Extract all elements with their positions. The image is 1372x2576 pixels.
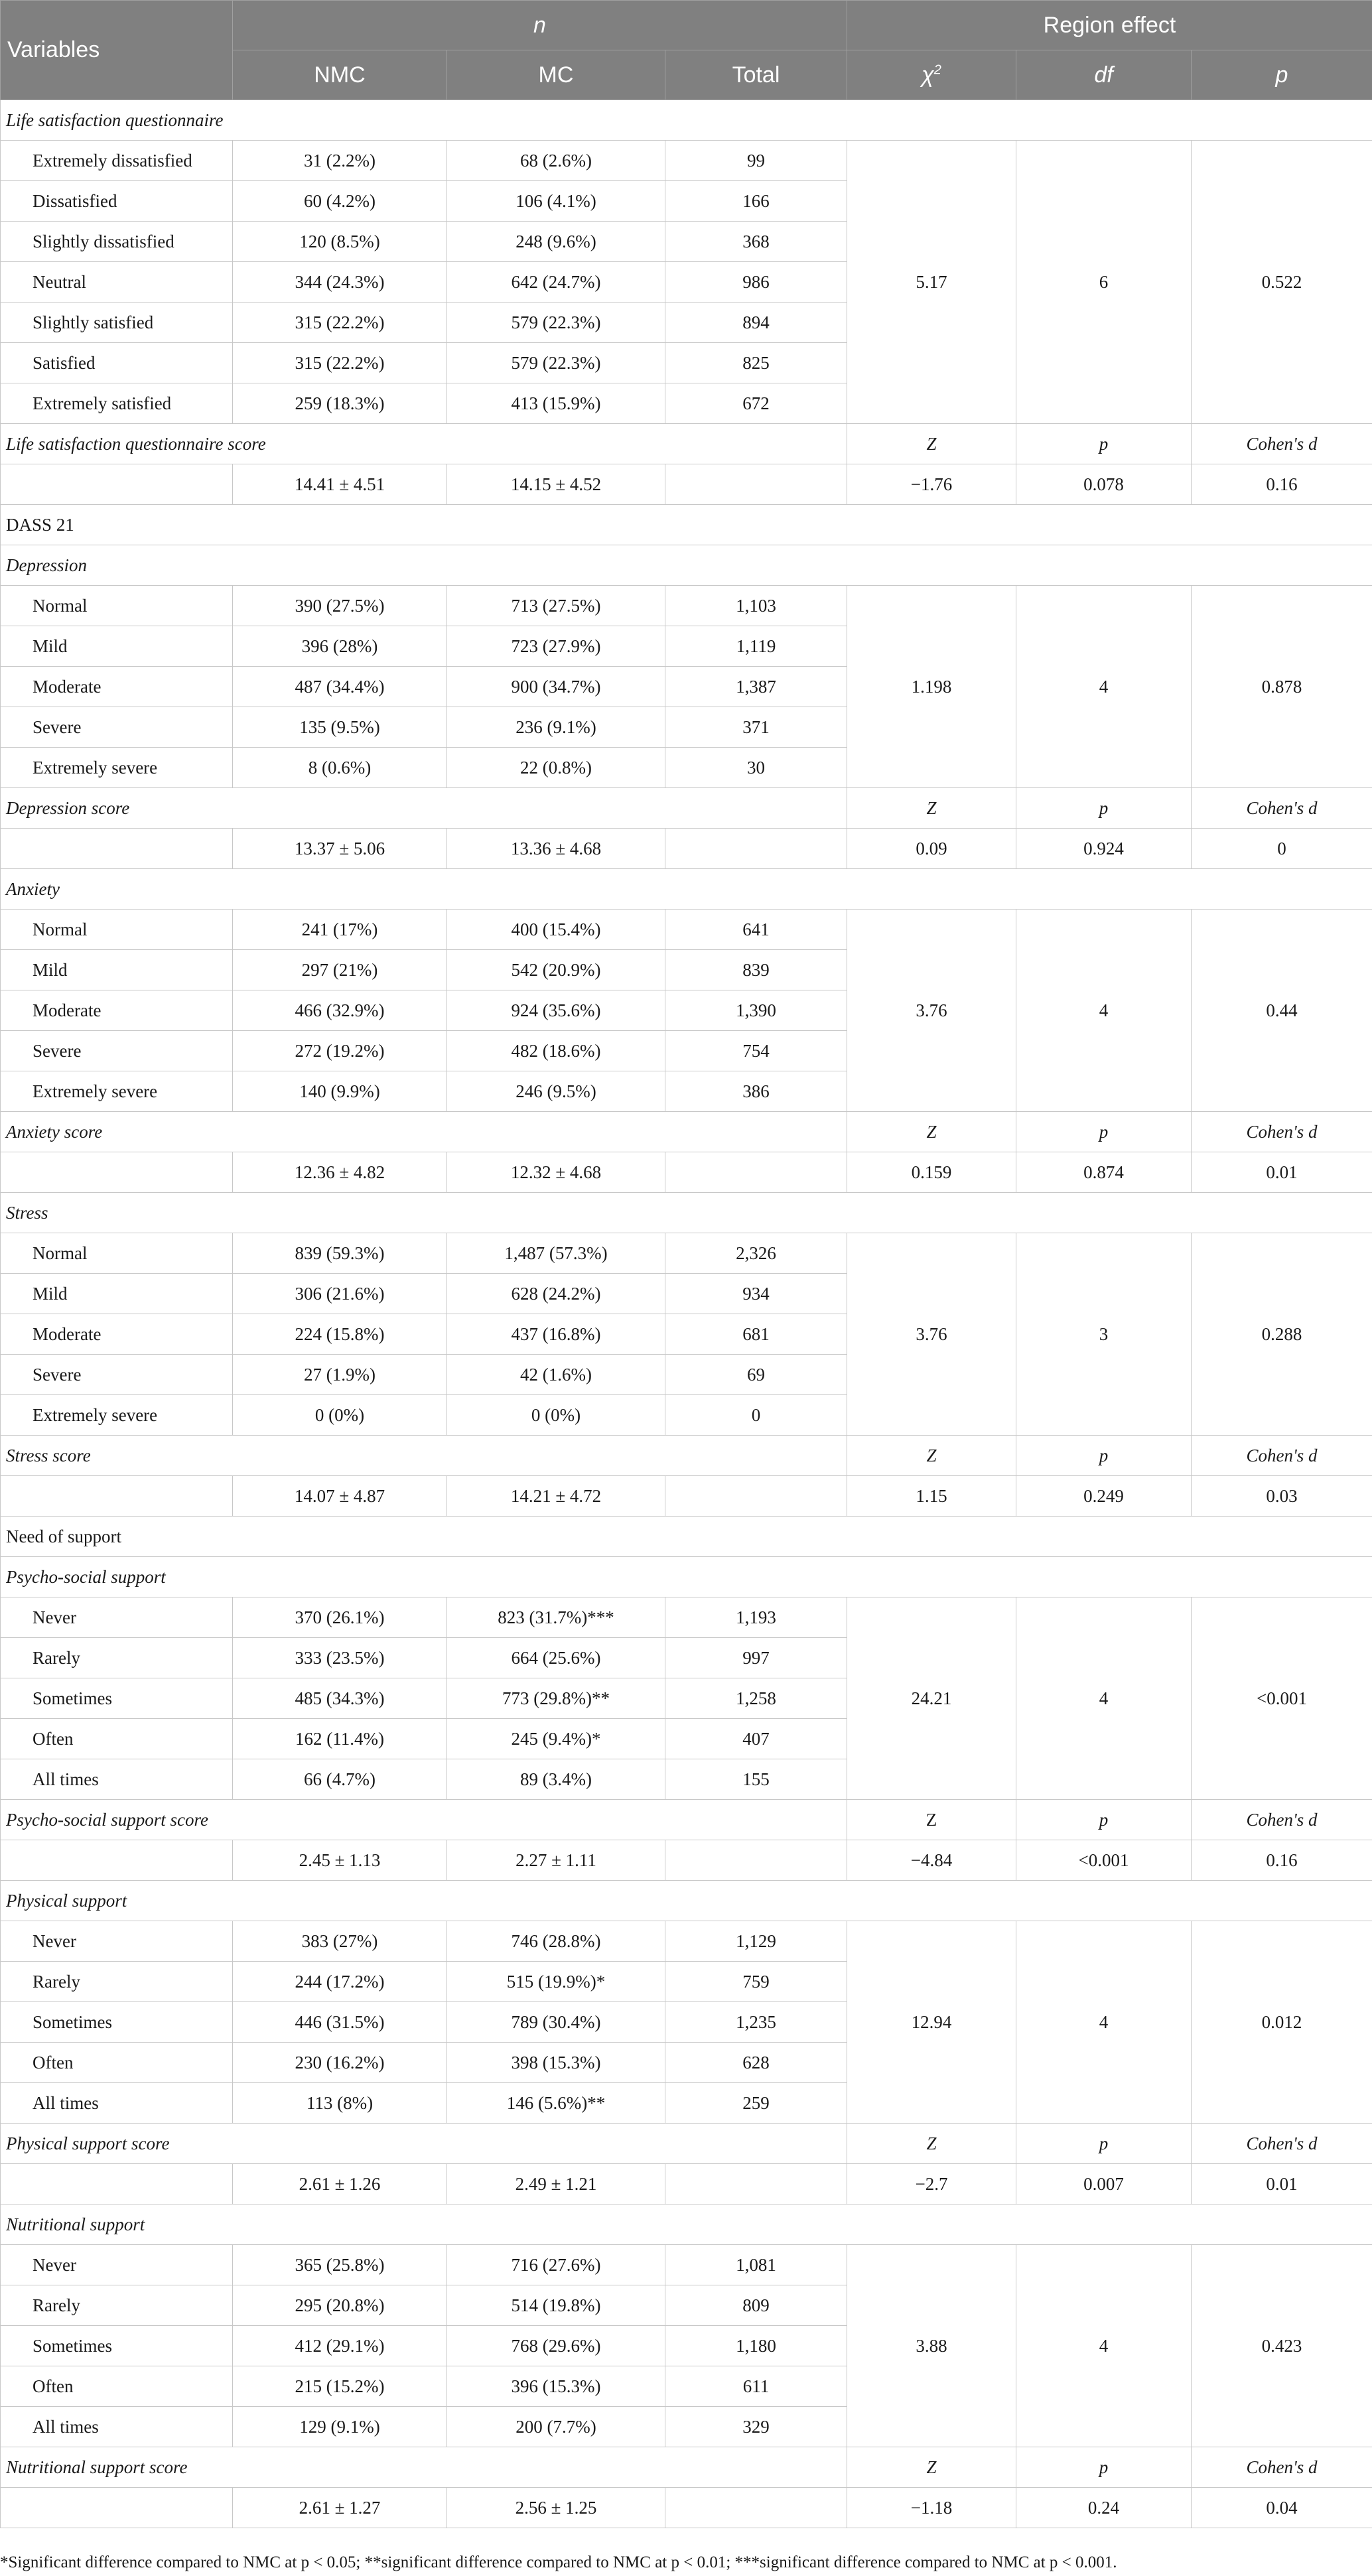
score-p: 0.24 — [1016, 2488, 1192, 2528]
cell-total: 0 — [665, 1395, 847, 1436]
score-mc: 2.49 ± 1.21 — [447, 2164, 665, 2204]
cell-mc: 42 (1.6%) — [447, 1355, 665, 1395]
cell-nmc: 230 (16.2%) — [233, 2043, 447, 2083]
cell-mc: 746 (28.8%) — [447, 1921, 665, 1962]
cell-nmc: 129 (9.1%) — [233, 2407, 447, 2447]
score-empty-total — [665, 829, 847, 869]
score-header-z: Z — [847, 788, 1016, 829]
cell-total: 371 — [665, 707, 847, 748]
cell-mc: 823 (31.7%)*** — [447, 1597, 665, 1638]
score-header-p: p — [1016, 424, 1192, 464]
row-label: Sometimes — [1, 2002, 233, 2043]
score-header-row — [1, 424, 1372, 464]
cell-total: 166 — [665, 181, 847, 222]
cell-nmc: 27 (1.9%) — [233, 1355, 447, 1395]
cell-mc: 245 (9.4%)* — [447, 1719, 665, 1759]
score-header-cohens-d: Cohen's d — [1192, 1112, 1372, 1152]
score-header-p: p — [1016, 1800, 1192, 1840]
header-chi2 — [847, 50, 1016, 100]
score-empty-total — [665, 1152, 847, 1193]
table-row — [1, 586, 1372, 626]
cell-mc: 900 (34.7%) — [447, 667, 665, 707]
section-title: DASS 21 — [1, 505, 1372, 545]
score-mc: 2.56 ± 1.25 — [447, 2488, 665, 2528]
score-header-cohens-d: Cohen's d — [1192, 1436, 1372, 1476]
cell-chi2: 24.21 — [847, 1597, 1016, 1800]
row-label: Mild — [1, 1274, 233, 1314]
cell-chi2: 3.88 — [847, 2245, 1016, 2447]
cell-nmc: 315 (22.2%) — [233, 343, 447, 383]
cell-nmc: 295 (20.8%) — [233, 2285, 447, 2326]
cell-total: 259 — [665, 2083, 847, 2124]
cell-total: 1,387 — [665, 667, 847, 707]
row-label: Never — [1, 1921, 233, 1962]
cell-mc: 68 (2.6%) — [447, 141, 665, 181]
cell-mc: 579 (22.3%) — [447, 343, 665, 383]
cell-total: 628 — [665, 2043, 847, 2083]
cell-total: 1,119 — [665, 626, 847, 667]
cell-total: 759 — [665, 1962, 847, 2002]
score-label: Stress score — [1, 1436, 847, 1476]
cell-total: 1,180 — [665, 2326, 847, 2366]
cell-mc: 246 (9.5%) — [447, 1071, 665, 1112]
header-n: n — [233, 1, 847, 50]
row-label: Often — [1, 2366, 233, 2407]
score-cohens-d: 0.16 — [1192, 464, 1372, 505]
row-label: Extremely severe — [1, 1395, 233, 1436]
section-header-row — [1, 1557, 1372, 1597]
cell-nmc: 272 (19.2%) — [233, 1031, 447, 1071]
cell-total: 825 — [665, 343, 847, 383]
header-region-effect: Region effect — [847, 1, 1372, 50]
score-header-z: Z — [847, 2124, 1016, 2164]
cell-df: 4 — [1016, 910, 1192, 1112]
score-cohens-d: 0.01 — [1192, 1152, 1372, 1193]
cell-mc: 768 (29.6%) — [447, 2326, 665, 2366]
cell-p: <0.001 — [1192, 1597, 1372, 1800]
cell-df: 4 — [1016, 586, 1192, 788]
score-cohens-d: 0 — [1192, 829, 1372, 869]
score-nmc: 14.41 ± 4.51 — [233, 464, 447, 505]
score-cohens-d: 0.03 — [1192, 1476, 1372, 1517]
section-header-row — [1, 545, 1372, 586]
cell-total: 894 — [665, 303, 847, 343]
score-empty-label — [1, 1152, 233, 1193]
row-label: Sometimes — [1, 1678, 233, 1719]
cell-nmc: 60 (4.2%) — [233, 181, 447, 222]
header-chi2-symbol: χ — [922, 62, 934, 88]
score-header-cohens-d: Cohen's d — [1192, 1800, 1372, 1840]
header-mc: MC — [447, 50, 665, 100]
cell-total: 1,103 — [665, 586, 847, 626]
score-nmc: 12.36 ± 4.82 — [233, 1152, 447, 1193]
score-value-row — [1, 2164, 1372, 2204]
score-z: 0.159 — [847, 1152, 1016, 1193]
score-p: 0.924 — [1016, 829, 1192, 869]
cell-nmc: 839 (59.3%) — [233, 1233, 447, 1274]
cell-total: 1,081 — [665, 2245, 847, 2285]
score-value-row — [1, 1840, 1372, 1881]
cell-mc: 579 (22.3%) — [447, 303, 665, 343]
score-header-row — [1, 2124, 1372, 2164]
cell-mc: 400 (15.4%) — [447, 910, 665, 950]
cell-mc: 437 (16.8%) — [447, 1314, 665, 1355]
score-empty-label — [1, 1840, 233, 1881]
cell-nmc: 306 (21.6%) — [233, 1274, 447, 1314]
row-label: Moderate — [1, 1314, 233, 1355]
cell-p: 0.423 — [1192, 2245, 1372, 2447]
row-label: Mild — [1, 950, 233, 990]
header-p: p — [1192, 50, 1372, 100]
cell-total: 155 — [665, 1759, 847, 1800]
cell-mc: 716 (27.6%) — [447, 2245, 665, 2285]
score-p: <0.001 — [1016, 1840, 1192, 1881]
score-header-z: Z — [847, 1800, 1016, 1840]
row-label: Extremely satisfied — [1, 383, 233, 424]
row-label: Severe — [1, 1355, 233, 1395]
cell-nmc: 66 (4.7%) — [233, 1759, 447, 1800]
score-header-z: Z — [847, 1112, 1016, 1152]
cell-mc: 628 (24.2%) — [447, 1274, 665, 1314]
cell-nmc: 120 (8.5%) — [233, 222, 447, 262]
section-title: Anxiety — [1, 869, 1372, 910]
cell-mc: 398 (15.3%) — [447, 2043, 665, 2083]
section-header-row — [1, 1881, 1372, 1921]
row-label: Extremely severe — [1, 748, 233, 788]
cell-total: 681 — [665, 1314, 847, 1355]
cell-mc: 89 (3.4%) — [447, 1759, 665, 1800]
cell-total: 2,326 — [665, 1233, 847, 1274]
score-header-cohens-d: Cohen's d — [1192, 2447, 1372, 2488]
score-p: 0.007 — [1016, 2164, 1192, 2204]
score-value-row — [1, 829, 1372, 869]
score-mc: 13.36 ± 4.68 — [447, 829, 665, 869]
section-title: Need of support — [1, 1517, 1372, 1557]
score-label: Depression score — [1, 788, 847, 829]
cell-total: 672 — [665, 383, 847, 424]
score-value-row — [1, 464, 1372, 505]
row-label: Moderate — [1, 990, 233, 1031]
cell-mc: 482 (18.6%) — [447, 1031, 665, 1071]
header-variables: Variables — [1, 1, 233, 100]
row-label: Slightly satisfied — [1, 303, 233, 343]
cell-nmc: 390 (27.5%) — [233, 586, 447, 626]
score-nmc: 2.45 ± 1.13 — [233, 1840, 447, 1881]
score-p: 0.249 — [1016, 1476, 1192, 1517]
row-label: Rarely — [1, 1638, 233, 1678]
row-label: Moderate — [1, 667, 233, 707]
score-empty-total — [665, 2488, 847, 2528]
cell-total: 641 — [665, 910, 847, 950]
cell-mc: 773 (29.8%)** — [447, 1678, 665, 1719]
cell-df: 4 — [1016, 2245, 1192, 2447]
row-label: Satisfied — [1, 343, 233, 383]
cell-mc: 396 (15.3%) — [447, 2366, 665, 2407]
cell-chi2: 12.94 — [847, 1921, 1016, 2124]
cell-nmc: 446 (31.5%) — [233, 2002, 447, 2043]
row-label: Often — [1, 2043, 233, 2083]
cell-mc: 542 (20.9%) — [447, 950, 665, 990]
cell-nmc: 485 (34.3%) — [233, 1678, 447, 1719]
score-empty-total — [665, 464, 847, 505]
cell-mc: 713 (27.5%) — [447, 586, 665, 626]
cell-nmc: 113 (8%) — [233, 2083, 447, 2124]
score-empty-label — [1, 464, 233, 505]
row-label: All times — [1, 2083, 233, 2124]
cell-total: 1,235 — [665, 2002, 847, 2043]
score-cohens-d: 0.01 — [1192, 2164, 1372, 2204]
cell-nmc: 224 (15.8%) — [233, 1314, 447, 1355]
table-row — [1, 2245, 1372, 2285]
cell-mc: 248 (9.6%) — [447, 222, 665, 262]
cell-mc: 924 (35.6%) — [447, 990, 665, 1031]
score-header-z: Z — [847, 1436, 1016, 1476]
cell-mc: 723 (27.9%) — [447, 626, 665, 667]
score-header-p: p — [1016, 2447, 1192, 2488]
cell-nmc: 162 (11.4%) — [233, 1719, 447, 1759]
cell-mc: 789 (30.4%) — [447, 2002, 665, 2043]
cell-nmc: 0 (0%) — [233, 1395, 447, 1436]
header-row-1 — [1, 1, 1372, 50]
cell-nmc: 135 (9.5%) — [233, 707, 447, 748]
score-header-z: Z — [847, 424, 1016, 464]
cell-total: 839 — [665, 950, 847, 990]
score-header-p: p — [1016, 2124, 1192, 2164]
cell-mc: 236 (9.1%) — [447, 707, 665, 748]
score-header-cohens-d: Cohen's d — [1192, 424, 1372, 464]
cell-df: 4 — [1016, 1921, 1192, 2124]
score-mc: 14.15 ± 4.52 — [447, 464, 665, 505]
score-label: Psycho-social support score — [1, 1800, 847, 1840]
row-label: Slightly dissatisfied — [1, 222, 233, 262]
score-value-row — [1, 1476, 1372, 1517]
row-label: Mild — [1, 626, 233, 667]
score-p: 0.874 — [1016, 1152, 1192, 1193]
section-title: Nutritional support — [1, 2204, 1372, 2245]
cell-p: 0.878 — [1192, 586, 1372, 788]
row-label: Never — [1, 1597, 233, 1638]
cell-total: 1,258 — [665, 1678, 847, 1719]
cell-nmc: 365 (25.8%) — [233, 2245, 447, 2285]
cell-total: 611 — [665, 2366, 847, 2407]
score-empty-label — [1, 829, 233, 869]
cell-nmc: 297 (21%) — [233, 950, 447, 990]
cell-chi2: 1.198 — [847, 586, 1016, 788]
cell-mc: 664 (25.6%) — [447, 1638, 665, 1678]
cell-chi2: 3.76 — [847, 1233, 1016, 1436]
cell-nmc: 466 (32.9%) — [233, 990, 447, 1031]
score-value-row — [1, 1152, 1372, 1193]
row-label: Extremely severe — [1, 1071, 233, 1112]
cell-nmc: 383 (27%) — [233, 1921, 447, 1962]
score-header-p: p — [1016, 1112, 1192, 1152]
section-header-row — [1, 2204, 1372, 2245]
table-row — [1, 1597, 1372, 1638]
section-header-row — [1, 505, 1372, 545]
score-label: Anxiety score — [1, 1112, 847, 1152]
cell-df: 4 — [1016, 1597, 1192, 1800]
score-nmc: 2.61 ± 1.26 — [233, 2164, 447, 2204]
header-chi2-superscript: 2 — [933, 62, 941, 78]
cell-p: 0.44 — [1192, 910, 1372, 1112]
score-z: −2.7 — [847, 2164, 1016, 2204]
cell-total: 986 — [665, 262, 847, 303]
cell-total: 69 — [665, 1355, 847, 1395]
cell-total: 329 — [665, 2407, 847, 2447]
cell-chi2: 5.17 — [847, 141, 1016, 424]
cell-nmc: 8 (0.6%) — [233, 748, 447, 788]
cell-mc: 0 (0%) — [447, 1395, 665, 1436]
cell-total: 407 — [665, 1719, 847, 1759]
score-z: −1.76 — [847, 464, 1016, 505]
score-p: 0.078 — [1016, 464, 1192, 505]
row-label: Normal — [1, 910, 233, 950]
row-label: Severe — [1, 1031, 233, 1071]
row-label: Sometimes — [1, 2326, 233, 2366]
cell-nmc: 315 (22.2%) — [233, 303, 447, 343]
cell-total: 386 — [665, 1071, 847, 1112]
score-label: Life satisfaction questionnaire score — [1, 424, 847, 464]
cell-total: 1,129 — [665, 1921, 847, 1962]
table-footnote: *Significant difference compared to NMC at p < 0.05; **significant difference compared to NMC at p < 0.01; ***significant difference compared to NMC at p < 0.001. — [0, 2553, 1117, 2571]
section-title: Stress — [1, 1193, 1372, 1233]
cell-mc: 514 (19.8%) — [447, 2285, 665, 2326]
row-label: Never — [1, 2245, 233, 2285]
score-z: −1.18 — [847, 2488, 1016, 2528]
cell-chi2: 3.76 — [847, 910, 1016, 1112]
score-header-z: Z — [847, 2447, 1016, 2488]
cell-nmc: 370 (26.1%) — [233, 1597, 447, 1638]
row-label: Normal — [1, 586, 233, 626]
cell-nmc: 344 (24.3%) — [233, 262, 447, 303]
cell-df: 6 — [1016, 141, 1192, 424]
score-value-row — [1, 2488, 1372, 2528]
score-mc: 2.27 ± 1.11 — [447, 1840, 665, 1881]
cell-total: 754 — [665, 1031, 847, 1071]
score-header-row — [1, 1436, 1372, 1476]
cell-mc: 642 (24.7%) — [447, 262, 665, 303]
header-nmc: NMC — [233, 50, 447, 100]
score-header-p: p — [1016, 1436, 1192, 1476]
cell-mc: 413 (15.9%) — [447, 383, 665, 424]
table-row — [1, 1233, 1372, 1274]
score-nmc: 13.37 ± 5.06 — [233, 829, 447, 869]
row-label: All times — [1, 2407, 233, 2447]
row-label: Dissatisfied — [1, 181, 233, 222]
header-total: Total — [665, 50, 847, 100]
cell-total: 997 — [665, 1638, 847, 1678]
cell-nmc: 241 (17%) — [233, 910, 447, 950]
score-empty-label — [1, 1476, 233, 1517]
score-mc: 14.21 ± 4.72 — [447, 1476, 665, 1517]
score-nmc: 14.07 ± 4.87 — [233, 1476, 447, 1517]
score-mc: 12.32 ± 4.68 — [447, 1152, 665, 1193]
score-header-row — [1, 1112, 1372, 1152]
score-label: Physical support score — [1, 2124, 847, 2164]
cell-nmc: 215 (15.2%) — [233, 2366, 447, 2407]
cell-nmc: 487 (34.4%) — [233, 667, 447, 707]
cell-total: 934 — [665, 1274, 847, 1314]
row-label: Normal — [1, 1233, 233, 1274]
cell-mc: 200 (7.7%) — [447, 2407, 665, 2447]
cell-df: 3 — [1016, 1233, 1192, 1436]
score-empty-total — [665, 2164, 847, 2204]
cell-total: 1,193 — [665, 1597, 847, 1638]
header-df: df — [1016, 50, 1192, 100]
row-label: Rarely — [1, 2285, 233, 2326]
section-header-row — [1, 100, 1372, 141]
cell-mc: 22 (0.8%) — [447, 748, 665, 788]
cell-nmc: 140 (9.9%) — [233, 1071, 447, 1112]
cell-mc: 515 (19.9%)* — [447, 1962, 665, 2002]
score-z: 0.09 — [847, 829, 1016, 869]
cell-nmc: 412 (29.1%) — [233, 2326, 447, 2366]
cell-nmc: 259 (18.3%) — [233, 383, 447, 424]
section-header-row — [1, 1193, 1372, 1233]
section-title: Psycho-social support — [1, 1557, 1372, 1597]
cell-p: 0.522 — [1192, 141, 1372, 424]
score-label: Nutritional support score — [1, 2447, 847, 2488]
score-cohens-d: 0.16 — [1192, 1840, 1372, 1881]
section-header-row — [1, 869, 1372, 910]
cell-p: 0.288 — [1192, 1233, 1372, 1436]
score-nmc: 2.61 ± 1.27 — [233, 2488, 447, 2528]
cell-mc: 106 (4.1%) — [447, 181, 665, 222]
score-header-row — [1, 1800, 1372, 1840]
cell-nmc: 31 (2.2%) — [233, 141, 447, 181]
cell-p: 0.012 — [1192, 1921, 1372, 2124]
table-row — [1, 910, 1372, 950]
cell-nmc: 333 (23.5%) — [233, 1638, 447, 1678]
score-header-row — [1, 788, 1372, 829]
cell-total: 809 — [665, 2285, 847, 2326]
cell-mc: 1,487 (57.3%) — [447, 1233, 665, 1274]
section-title: Life satisfaction questionnaire — [1, 100, 1372, 141]
score-z: −4.84 — [847, 1840, 1016, 1881]
section-title: Physical support — [1, 1881, 1372, 1921]
score-cohens-d: 0.04 — [1192, 2488, 1372, 2528]
cell-total: 1,390 — [665, 990, 847, 1031]
cell-mc: 146 (5.6%)** — [447, 2083, 665, 2124]
score-header-cohens-d: Cohen's d — [1192, 788, 1372, 829]
row-label: Rarely — [1, 1962, 233, 2002]
table-row — [1, 1921, 1372, 1962]
row-label: Severe — [1, 707, 233, 748]
cell-total: 30 — [665, 748, 847, 788]
score-header-p: p — [1016, 788, 1192, 829]
cell-nmc: 244 (17.2%) — [233, 1962, 447, 2002]
cell-total: 99 — [665, 141, 847, 181]
section-title: Depression — [1, 545, 1372, 586]
table-row — [1, 141, 1372, 181]
cell-total: 368 — [665, 222, 847, 262]
row-label: Extremely dissatisfied — [1, 141, 233, 181]
score-header-cohens-d: Cohen's d — [1192, 2124, 1372, 2164]
score-header-row — [1, 2447, 1372, 2488]
section-header-row — [1, 1517, 1372, 1557]
score-z: 1.15 — [847, 1476, 1016, 1517]
score-empty-total — [665, 1840, 847, 1881]
row-label: Often — [1, 1719, 233, 1759]
row-label: All times — [1, 1759, 233, 1800]
row-label: Neutral — [1, 262, 233, 303]
score-empty-total — [665, 1476, 847, 1517]
score-empty-label — [1, 2164, 233, 2204]
table-body — [1, 100, 1372, 2528]
cell-nmc: 396 (28%) — [233, 626, 447, 667]
score-empty-label — [1, 2488, 233, 2528]
